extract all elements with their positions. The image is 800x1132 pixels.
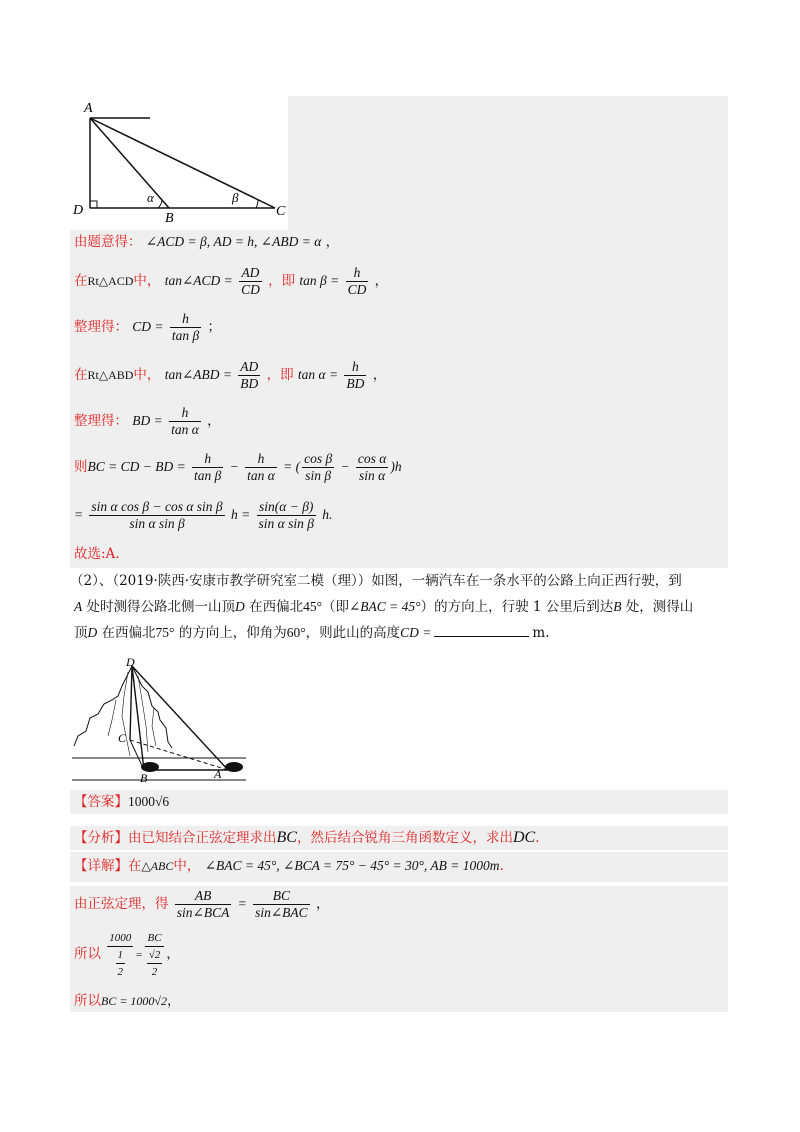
analysis-tag: 【分析】 — [74, 830, 128, 846]
sol1-line-5 — [74, 402, 221, 440]
math-expr: tan β = — [299, 273, 340, 288]
punct: ， — [374, 273, 389, 289]
label-text: 在 — [74, 367, 88, 383]
label-A: A — [84, 101, 93, 116]
fraction: $\frac{AD}{CD}$ — [241, 265, 260, 297]
label-text: ，即 — [266, 367, 294, 383]
fraction: $\frac{AD}{BD}$ — [240, 359, 259, 391]
q2-line-3: 顶D 在西偏北75° 的方向上，仰角为60°，则此山的高度CD = m. — [74, 625, 550, 641]
label-alpha: α — [147, 190, 154, 205]
math-expr: tan∠ABD = — [164, 367, 232, 382]
triangle-name: Rt△ACD — [87, 274, 134, 288]
label-text: 中， — [133, 367, 161, 383]
fraction: $\frac{h}{\text{tan β}}$ — [194, 451, 222, 483]
fraction: $\frac{\text{sin α cos β − cos α sin β}}{\text{sin α sin β}}$ — [91, 499, 223, 531]
label-C: C — [276, 204, 286, 219]
punct: ， — [207, 413, 221, 429]
punct: ； — [207, 319, 221, 335]
sol2-step-2: 所以 $\frac{1000}{\frac{1}{2}}$ = $\frac{BC}{\frac{√2}{2}}$ ， — [74, 931, 180, 978]
fraction: $\frac{\text{cos α}}{\text{sin α}}$ — [357, 451, 387, 483]
sol1-line-4 — [74, 356, 386, 394]
q2-line-1: （2）、（2019·陕西·安康市教学研究室二模（理））如图，一辆汽车在一条水平的公路上向正西行驶，到 — [70, 573, 682, 589]
sol1-line-6 — [74, 448, 402, 486]
math-expr: ∠ACD = β, AD = h, ∠ABD = α — [145, 234, 322, 249]
fraction: $\frac{BC}{\text{sin∠BAC}}$ — [255, 888, 308, 920]
fraction: $\frac{BC}{\frac{√2}{2}}$ — [145, 930, 165, 980]
label-text: 则 — [74, 459, 88, 475]
label-beta: β — [232, 190, 239, 205]
sol1-line-7 — [74, 496, 332, 534]
detail-tag: 【详解】 — [74, 858, 128, 874]
fraction: $\frac{h}{\text{tan α}}$ — [171, 405, 199, 437]
label-text: 中， — [133, 273, 161, 289]
triangle-name: Rt△ABD — [87, 368, 134, 382]
sol1-line-3 — [74, 308, 221, 346]
math-expr: tan∠ACD = — [164, 273, 233, 288]
math-expr: )h — [390, 459, 402, 474]
fraction: $\frac{h}{BD}$ — [346, 359, 365, 391]
math-expr: h = — [230, 507, 251, 522]
math-op: − — [340, 459, 350, 474]
shade-top — [288, 96, 728, 230]
answer-blank — [434, 624, 529, 637]
sol1-line-2 — [74, 262, 388, 300]
triangle-figure-1 — [70, 98, 290, 226]
fraction: $\frac{\text{cos β}}{\text{sin β}}$ — [304, 451, 333, 483]
label-text: ，即 — [268, 273, 296, 289]
math-op: = ( — [283, 459, 301, 474]
label-D: D — [73, 203, 84, 218]
sol2-detail: 【详解】在△ABC中， ∠BAC = 45°, ∠BCA = 75° − 45° = 30°, AB = 1000m. — [74, 858, 504, 874]
math-expr: CD = — [132, 319, 164, 334]
math-op: = — [74, 507, 84, 522]
label-text: 整理得： — [74, 319, 128, 335]
math-expr: BC = CD − BD = — [87, 459, 186, 474]
math-expr: BD = — [132, 413, 163, 428]
math-expr: h. — [322, 507, 333, 522]
label-D2: D — [126, 656, 135, 669]
label-B2: B — [140, 771, 148, 785]
punct: ， — [372, 367, 387, 383]
answer-value: 1000√6 — [128, 794, 170, 809]
sol2-step-3: 所以BC = 1000√2， — [74, 993, 181, 1009]
label-B: B — [165, 211, 174, 226]
label-C2: C — [118, 731, 127, 745]
fraction: $\frac{h}{\text{tan β}}$ — [171, 311, 200, 343]
sol2-answer — [74, 793, 169, 811]
question-2 — [70, 568, 734, 646]
sol1-answer: 故选:A. — [74, 546, 120, 562]
math-expr: tan α = — [297, 367, 339, 382]
fraction: $\frac{h}{\text{tan α}}$ — [247, 451, 275, 483]
math-op: − — [229, 459, 239, 474]
sol2-analysis: 【分析】由已知结合正弦定理求出BC，然后结合锐角三角函数定义，求出DC. — [74, 829, 540, 846]
sol1-line-1 — [74, 233, 339, 251]
label-text: 整理得： — [74, 413, 128, 429]
mountain-figure — [68, 656, 250, 786]
answer-tag: 【答案】 — [74, 794, 128, 810]
sol2-step-1: 由正弦定理，得 $\frac{AB}{\text{sin∠BCA}}$ = $\frac{BC}{\text{sin∠BAC}}$ ， — [74, 888, 330, 920]
fraction: $\frac{\sin(\alpha - \beta)}{\text{sin α sin β}}$ — [258, 499, 314, 531]
label-text: 在 — [74, 273, 88, 289]
fraction: $\frac{h}{CD}$ — [347, 265, 367, 297]
fraction: $\frac{AB}{\text{sin∠BCA}}$ — [176, 888, 230, 920]
fraction: $\frac{1000}{\frac{1}{2}}$ — [109, 931, 132, 978]
label-A2: A — [214, 767, 222, 781]
punct: ， — [325, 234, 340, 250]
label-text: 由题意得： — [74, 234, 142, 250]
q2-line-2: A 处时测得公路北侧一山顶D 在西偏北45°（即∠BAC = 45°）的方向上，行驶 1 公里后到达B 处，测得山 — [74, 599, 694, 615]
